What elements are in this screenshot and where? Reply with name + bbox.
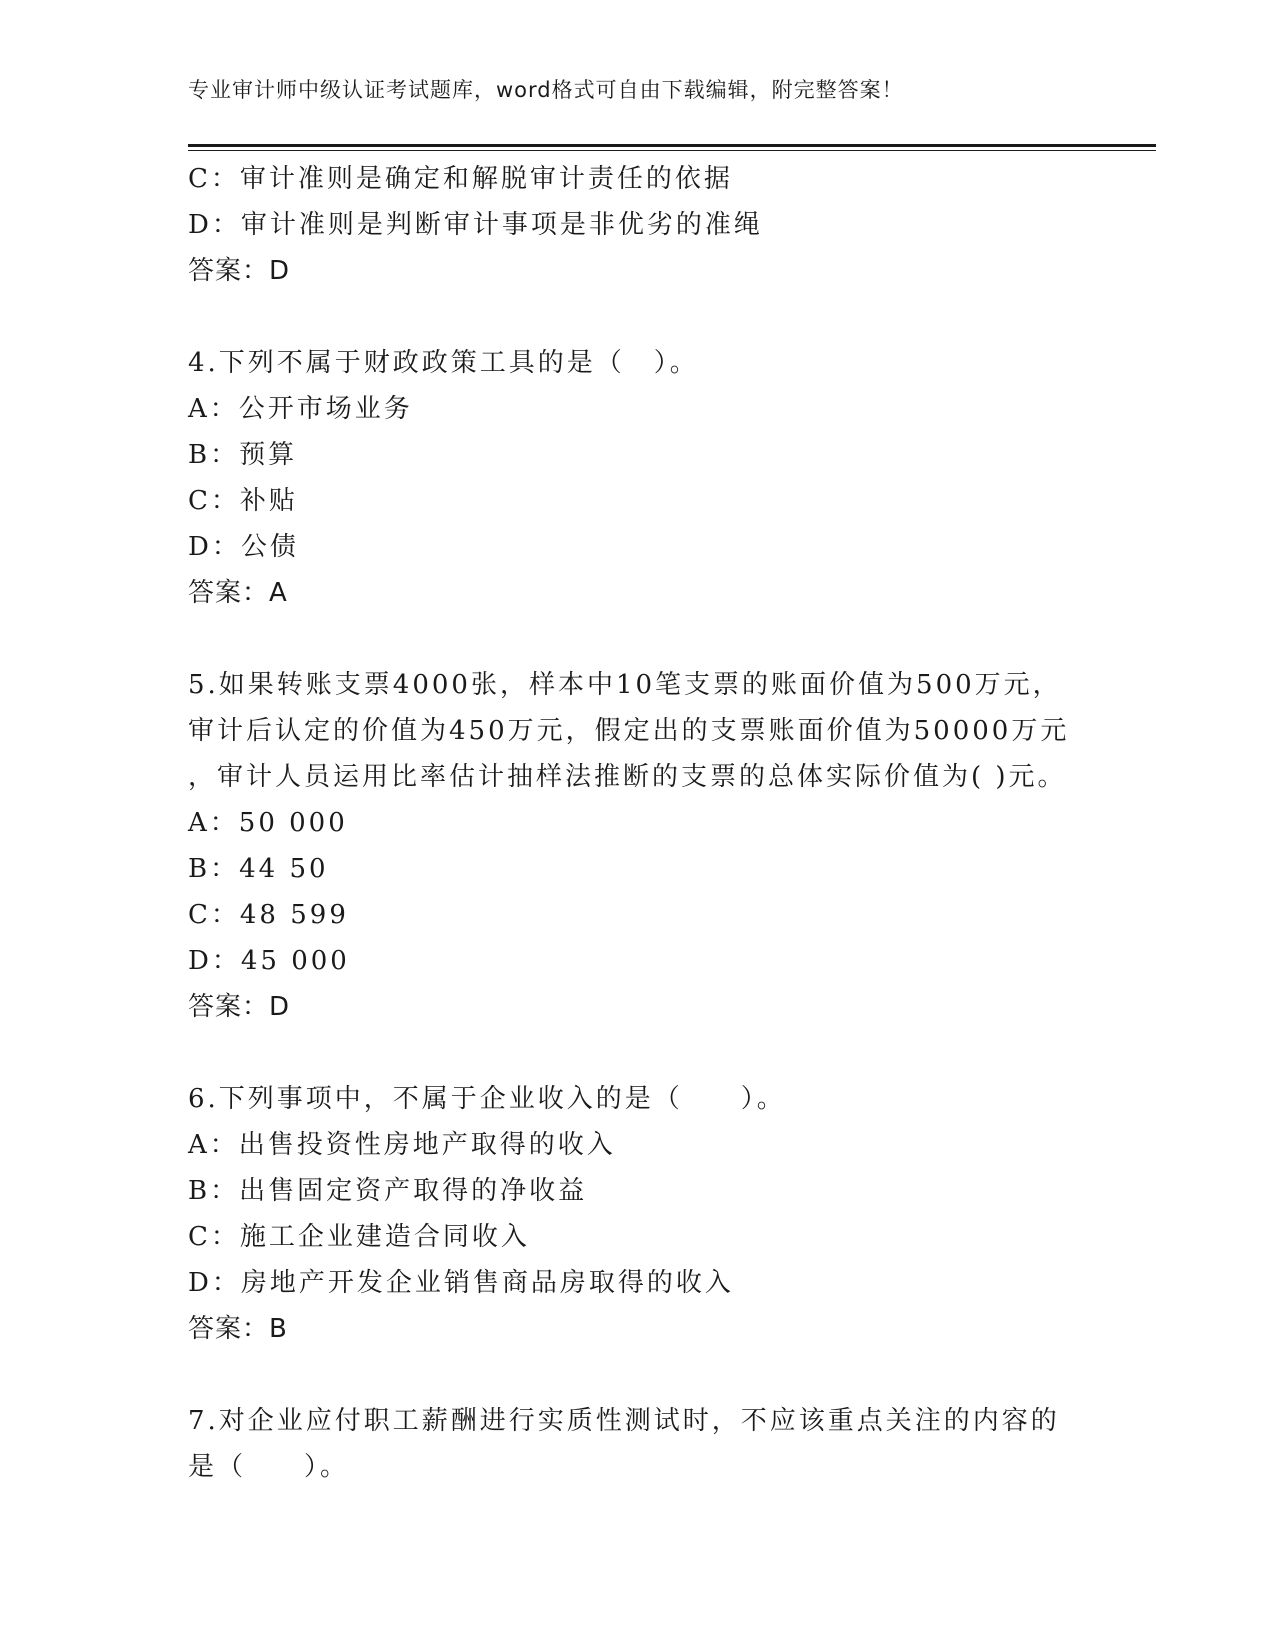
question-4 — [188, 340, 1088, 616]
q4-option-c: C：补贴 — [188, 486, 298, 516]
q3-answer: 答案：D — [188, 256, 291, 286]
q4-option-b: B：预算 — [188, 440, 298, 470]
q4-answer: 答案：A — [188, 578, 288, 608]
spacer — [188, 1030, 1088, 1076]
q5-option-b: B：44 50 — [188, 854, 329, 884]
q6-option-c: C：施工企业建造合同收入 — [188, 1222, 530, 1252]
q6-answer: 答案：B — [188, 1314, 288, 1344]
q6-option-b: B：出售固定资产取得的净收益 — [188, 1176, 588, 1206]
q4-option-a: A：公开市场业务 — [188, 394, 413, 424]
q6-option-a: A：出售投资性房地产取得的收入 — [188, 1130, 616, 1160]
question-6 — [188, 1076, 1088, 1352]
q5-option-c: C：48 599 — [188, 900, 349, 930]
spacer — [188, 294, 1088, 340]
q5-option-a: A：50 000 — [188, 808, 348, 838]
q7-question-line-1: 7.对企业应付职工薪酬进行实质性测试时，不应该重点关注的内容的 — [188, 1406, 1060, 1436]
q6-option-d: D：房地产开发企业销售商品房取得的收入 — [188, 1268, 734, 1298]
q5-question-line-1: 5.如果转账支票4000张，样本中10笔支票的账面价值为500万元， — [188, 670, 1062, 700]
page-header: 专业审计师中级认证考试题库，word格式可自由下载编辑，附完整答案！ — [188, 78, 904, 102]
question-3 — [188, 156, 1088, 294]
q4-question: 4.下列不属于财政政策工具的是（ ）。 — [188, 348, 699, 378]
header-rule-thick — [188, 144, 1156, 147]
q5-answer: 答案：D — [188, 992, 291, 1022]
question-7 — [188, 1398, 1088, 1490]
q4-option-d: D：公债 — [188, 532, 299, 562]
q3-option-d: D：审计准则是判断审计事项是非优劣的准绳 — [188, 210, 763, 240]
q5-option-d: D：45 000 — [188, 946, 350, 976]
question-5 — [188, 662, 1088, 1030]
q3-option-c: C：审计准则是确定和解脱审计责任的依据 — [188, 164, 733, 194]
q5-question-line-2: 审计后认定的价值为450万元，假定出的支票账面价值为50000万元 — [188, 716, 1070, 746]
spacer — [188, 616, 1088, 662]
header-rule-thin — [188, 150, 1156, 151]
q5-question-line-3: ，审计人员运用比率估计抽样法推断的支票的总体实际价值为( )元。 — [188, 762, 1067, 792]
q6-question: 6.下列事项中，不属于企业收入的是（ ）。 — [188, 1084, 786, 1114]
question-list — [188, 156, 1088, 1490]
q7-question-line-2: 是（ ）。 — [188, 1452, 350, 1482]
spacer — [188, 1352, 1088, 1398]
